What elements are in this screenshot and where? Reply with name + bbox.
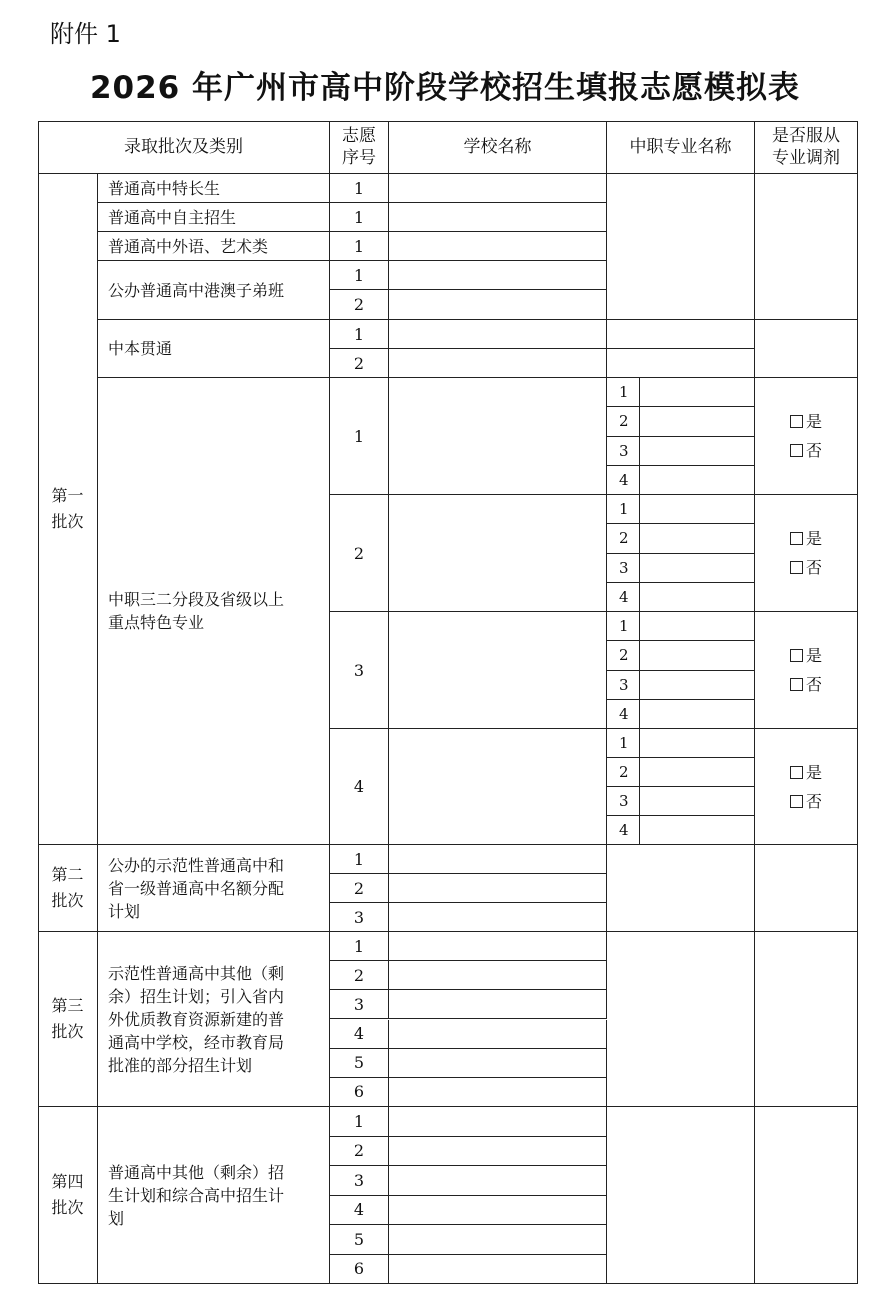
choice-number <box>330 612 389 729</box>
major-sub-number <box>607 700 640 729</box>
cell-text: 2 <box>619 529 629 548</box>
school-name-input[interactable] <box>389 1255 607 1285</box>
cell-text: 划 <box>108 1208 125 1228</box>
major-sub-number <box>607 378 640 407</box>
major-name-input[interactable] <box>640 641 755 670</box>
cell-text: 第三 <box>51 996 84 1015</box>
school-name-input[interactable] <box>389 349 607 378</box>
school-name-input[interactable] <box>389 1137 607 1167</box>
cell-text: 4 <box>619 821 629 839</box>
major-sub-number <box>607 554 640 583</box>
cell-text: 否 <box>805 441 822 460</box>
major-name-blank <box>607 845 755 932</box>
major-sub-number <box>607 816 640 845</box>
cell-text: 1 <box>619 617 629 636</box>
adjust-blank <box>755 320 858 378</box>
choice-number <box>330 1078 389 1107</box>
school-name-input[interactable] <box>389 1166 607 1196</box>
school-name-input[interactable] <box>389 1196 607 1226</box>
adjust-checkbox-group[interactable] <box>755 612 858 729</box>
cell-text: 3 <box>353 907 365 927</box>
cell-text: 2 <box>619 646 629 665</box>
cell-text: 录取批次及类别 <box>124 137 243 157</box>
cell-text: 1 <box>353 207 365 227</box>
cell-text: 是 <box>805 412 822 431</box>
choice-number <box>330 378 389 495</box>
cell-text: 学校名称 <box>463 137 532 157</box>
adjust-no-option[interactable] <box>790 670 822 699</box>
cell-text: 6 <box>353 1259 365 1279</box>
cell-text: 示范性普通高中其他（剩 <box>108 963 285 983</box>
cell-text: 4 <box>619 470 629 489</box>
cell-text: 普通高中其他（剩余）招 <box>108 1162 285 1182</box>
cell-text: 第四 <box>51 1172 84 1191</box>
school-name-input[interactable] <box>389 990 607 1019</box>
batch-3-label <box>38 932 98 1107</box>
cell-text: 中职专业名称 <box>629 137 732 157</box>
cell-text: 普通高中外语、艺术类 <box>108 236 269 256</box>
major-name-input[interactable] <box>640 816 755 845</box>
school-name-input[interactable] <box>389 174 607 203</box>
major-sub-number <box>607 466 640 495</box>
school-name-input[interactable] <box>389 1078 607 1107</box>
cell-text: 3 <box>353 1170 365 1190</box>
checkbox-icon[interactable] <box>790 795 803 808</box>
category-quota <box>98 845 330 932</box>
major-name-input[interactable] <box>640 466 755 495</box>
checkbox-icon[interactable] <box>790 415 803 428</box>
major-name-input[interactable] <box>640 787 755 816</box>
school-name-input[interactable] <box>389 1107 607 1137</box>
cell-text: 4 <box>353 777 365 796</box>
major-sub-number <box>607 495 640 524</box>
cell-text: 批次 <box>51 512 84 531</box>
school-name-input[interactable] <box>389 903 607 932</box>
cell-text: 1 <box>353 265 365 285</box>
cell-text: 余）招生计划；引入省内 <box>108 986 285 1006</box>
cell-text: 公办普通高中港澳子弟班 <box>108 280 285 300</box>
major-sub-number <box>607 437 640 466</box>
category-specialty <box>98 174 330 203</box>
cell-text: 1 <box>353 236 365 256</box>
header-adjust <box>755 121 858 174</box>
batch-4-label <box>38 1107 98 1284</box>
major-name-input[interactable] <box>607 320 755 349</box>
major-sub-number <box>607 612 640 641</box>
cell-text: 2 <box>619 412 629 431</box>
major-name-input[interactable] <box>640 671 755 700</box>
major-sub-number <box>607 787 640 816</box>
cell-text: 1 <box>619 383 629 402</box>
cell-text: 3 <box>619 792 629 810</box>
cell-text: 4 <box>619 704 629 723</box>
choice-number <box>330 961 389 990</box>
choice-number <box>330 903 389 932</box>
adjust-checkbox-group[interactable] <box>755 729 858 845</box>
school-name-input[interactable] <box>389 495 607 612</box>
category-hk-macao <box>98 261 330 320</box>
cell-text: 4 <box>353 1024 365 1044</box>
choice-number <box>330 874 389 903</box>
category-language-art <box>98 232 330 261</box>
school-name-input[interactable] <box>389 932 607 961</box>
cell-text: 普通高中特长生 <box>108 178 221 198</box>
batch-1-label <box>38 174 98 845</box>
school-name-input[interactable] <box>389 729 607 845</box>
choice-number <box>330 1225 389 1255</box>
school-name-input[interactable] <box>389 1049 607 1078</box>
choice-number <box>330 845 389 874</box>
school-name-input[interactable] <box>389 1225 607 1255</box>
school-name-input[interactable] <box>389 874 607 903</box>
major-sub-number <box>607 729 640 758</box>
school-name-input[interactable] <box>389 203 607 232</box>
cell-text: 重点特色专业 <box>108 613 205 632</box>
cell-text: 否 <box>805 558 822 577</box>
cell-text: 3 <box>619 675 629 694</box>
cell-text: 批准的部分招生计划 <box>108 1055 253 1075</box>
cell-text: 否 <box>805 791 822 811</box>
category-model-other <box>98 932 330 1107</box>
cell-text: 否 <box>805 675 822 694</box>
cell-text: 2 <box>353 353 365 373</box>
major-name-input[interactable] <box>640 407 755 436</box>
major-name-input[interactable] <box>640 554 755 583</box>
category-self-enroll <box>98 203 330 232</box>
cell-text: 2 <box>353 1141 365 1161</box>
cell-text: 普通高中自主招生 <box>108 207 237 227</box>
school-name-input[interactable] <box>389 1020 607 1049</box>
batch-2-label <box>38 845 98 932</box>
choice-number <box>330 729 389 845</box>
category-general-other <box>98 1107 330 1284</box>
adjust-yes-option[interactable] <box>790 407 822 436</box>
choice-number <box>330 1255 389 1285</box>
adjust-checkbox-group[interactable] <box>755 378 858 495</box>
cell-text: 1 <box>619 734 629 752</box>
attachment-label: 附件 1 <box>50 20 121 48</box>
cell-text: 中职三二分段及省级以上 <box>108 590 285 609</box>
cell-text: 中本贯通 <box>108 339 173 358</box>
major-sub-number <box>607 583 640 612</box>
choice-number <box>330 932 389 961</box>
cell-text: 是 <box>805 762 822 782</box>
cell-text: 2 <box>353 965 365 985</box>
cell-text: 专业调剂 <box>772 148 840 168</box>
adjust-no-option[interactable] <box>790 553 822 582</box>
choice-number <box>330 1196 389 1226</box>
adjust-no-option[interactable] <box>790 436 822 465</box>
major-name-input[interactable] <box>640 729 755 758</box>
choice-number <box>330 203 389 232</box>
school-name-input[interactable] <box>389 232 607 261</box>
cell-text: 通高中学校，经市教育局 <box>108 1032 285 1052</box>
cell-text: 是 <box>805 646 822 665</box>
major-name-input[interactable] <box>640 583 755 612</box>
cell-text: 3 <box>619 558 629 577</box>
adjust-blank <box>755 174 858 320</box>
cell-text: 1 <box>353 178 365 198</box>
adjust-blank <box>755 845 858 932</box>
major-name-blank <box>607 1107 755 1284</box>
major-name-input[interactable] <box>640 378 755 407</box>
major-sub-number <box>607 758 640 787</box>
header-order <box>330 121 389 174</box>
cell-text: 序号 <box>342 148 376 168</box>
major-name-input[interactable] <box>640 612 755 641</box>
major-name-input[interactable] <box>640 495 755 524</box>
cell-text: 2 <box>353 878 365 898</box>
cell-text: 3 <box>353 994 365 1014</box>
choice-number <box>330 290 389 320</box>
choice-number <box>330 1049 389 1078</box>
major-sub-number <box>607 407 640 436</box>
adjust-blank <box>755 932 858 1107</box>
cell-text: 3 <box>353 660 365 680</box>
cell-text: 1 <box>353 324 365 344</box>
checkbox-icon[interactable] <box>790 561 803 574</box>
adjust-yes-option[interactable] <box>790 641 822 670</box>
cell-text: 第一 <box>51 486 84 505</box>
cell-text: 3 <box>619 441 629 460</box>
major-name-input[interactable] <box>640 524 755 553</box>
cell-text: 是 <box>805 529 822 548</box>
checkbox-icon[interactable] <box>790 444 803 457</box>
cell-text: 批次 <box>51 1198 84 1217</box>
major-name-input[interactable] <box>607 349 755 378</box>
cell-text: 2 <box>353 543 365 563</box>
choice-number <box>330 990 389 1019</box>
cell-text: 4 <box>353 1200 365 1220</box>
choice-number <box>330 1166 389 1196</box>
choice-number <box>330 1020 389 1049</box>
cell-text: 1 <box>353 1111 365 1131</box>
checkbox-icon[interactable] <box>790 649 803 662</box>
major-sub-number <box>607 671 640 700</box>
cell-text: 批次 <box>51 891 84 910</box>
school-name-input[interactable] <box>389 845 607 874</box>
checkbox-icon[interactable] <box>790 766 803 779</box>
cell-text: 2 <box>619 763 629 781</box>
major-name-blank <box>607 174 755 320</box>
choice-number <box>330 261 389 290</box>
choice-number <box>330 320 389 349</box>
school-name-input[interactable] <box>389 378 607 495</box>
header-major <box>607 121 755 174</box>
header-school <box>389 121 607 174</box>
cell-text: 公办的示范性普通高中和 <box>108 855 285 875</box>
cell-text: 志愿 <box>342 126 376 146</box>
cell-text: 4 <box>619 587 629 606</box>
cell-text: 1 <box>619 500 629 519</box>
cell-text: 5 <box>353 1229 365 1249</box>
school-name-input[interactable] <box>389 612 607 729</box>
school-name-input[interactable] <box>389 290 607 320</box>
major-sub-number <box>607 641 640 670</box>
adjust-blank <box>755 1107 858 1284</box>
school-name-input[interactable] <box>389 961 607 990</box>
major-name-blank <box>607 932 755 1107</box>
school-name-input[interactable] <box>389 320 607 349</box>
cell-text: 1 <box>353 849 365 869</box>
category-zhongben <box>98 320 330 378</box>
checkbox-icon[interactable] <box>790 532 803 545</box>
cell-text: 1 <box>353 936 365 956</box>
category-vocational <box>98 378 330 845</box>
choice-number <box>330 232 389 261</box>
major-name-input[interactable] <box>640 758 755 787</box>
header-category <box>38 121 330 174</box>
choice-number <box>330 1137 389 1167</box>
choice-number <box>330 174 389 203</box>
cell-text: 省一级普通高中名额分配 <box>108 878 285 898</box>
cell-text: 1 <box>353 426 365 446</box>
form-title: 2026 年广州市高中阶段学校招生填报志愿模拟表 <box>89 70 801 106</box>
school-name-input[interactable] <box>389 261 607 290</box>
adjust-yes-option[interactable] <box>790 524 822 553</box>
adjust-yes-option[interactable] <box>790 758 822 787</box>
cell-text: 2 <box>353 295 365 314</box>
cell-text: 5 <box>353 1053 365 1073</box>
adjust-no-option[interactable] <box>790 787 822 816</box>
major-name-input[interactable] <box>640 700 755 729</box>
adjust-checkbox-group[interactable] <box>755 495 858 612</box>
checkbox-icon[interactable] <box>790 678 803 691</box>
choice-number <box>330 1107 389 1137</box>
choice-number <box>330 495 389 612</box>
cell-text: 是否服从 <box>772 126 840 146</box>
cell-text: 批次 <box>51 1022 84 1041</box>
cell-text: 计划 <box>108 901 141 921</box>
cell-text: 外优质教育资源新建的普 <box>108 1009 285 1029</box>
cell-text: 第二 <box>51 865 84 884</box>
major-name-input[interactable] <box>640 437 755 466</box>
choice-number <box>330 349 389 378</box>
cell-text: 生计划和综合高中招生计 <box>108 1185 285 1205</box>
major-sub-number <box>607 524 640 553</box>
cell-text: 6 <box>353 1082 365 1102</box>
